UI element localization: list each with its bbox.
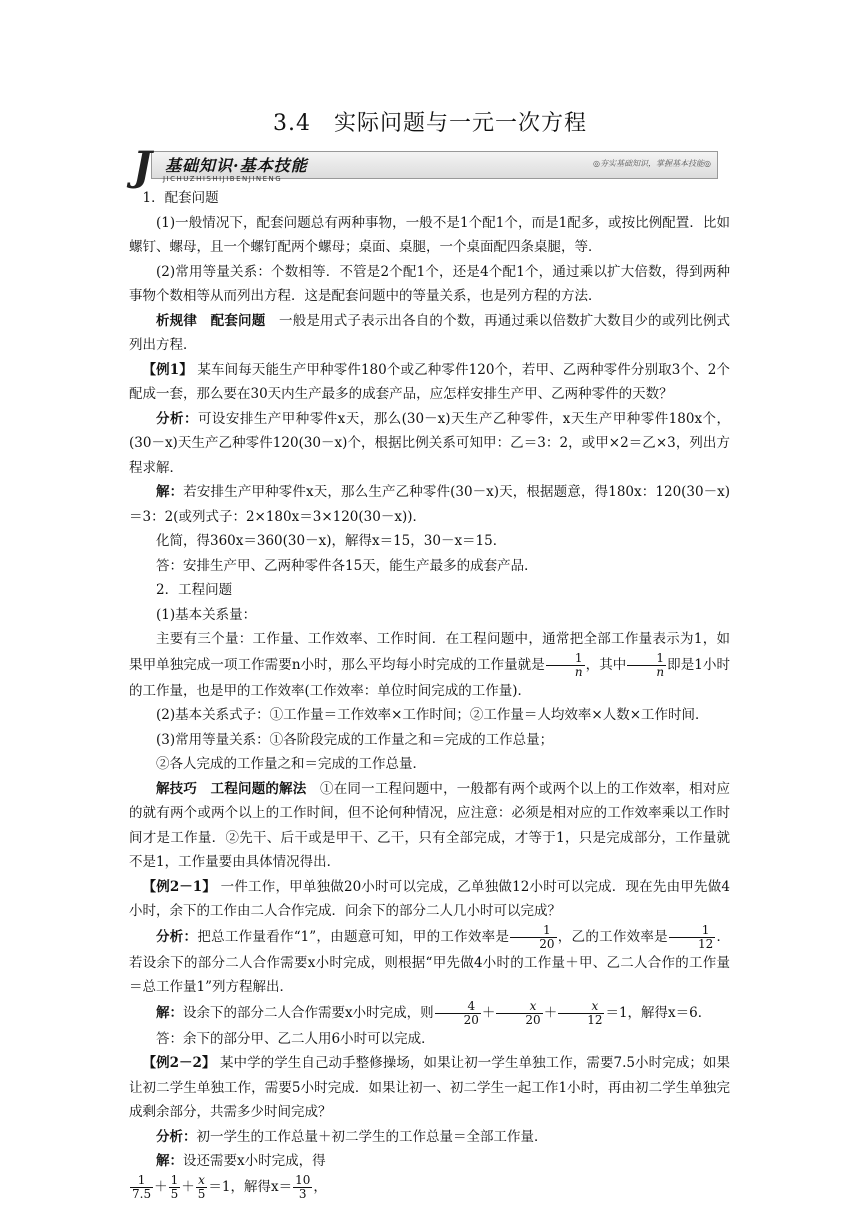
tip-label: 解技巧 工程问题的解法 [156, 780, 307, 797]
document-body [129, 186, 730, 1201]
text-run: ，其中 [585, 656, 627, 673]
text-run: 即是1小时的工作量，也是甲的工作效率(工作效率：单位时间完成的工作量)． [129, 656, 731, 699]
section-banner [133, 143, 721, 190]
banner-j-logo-icon: J [133, 143, 152, 190]
fraction-denominator: 20 [463, 1012, 479, 1027]
fraction-numerator: 1 [510, 924, 556, 938]
example-label: 【例2－2】 [142, 1055, 216, 1071]
paragraph: (1)基本关系量： [156, 606, 257, 623]
fraction-denominator: 20 [539, 936, 555, 951]
fraction-1-over-12 [669, 924, 715, 951]
example-text: 一件工作，甲单独做20小时可以完成，乙单独做12小时可以完成．现在先由甲先做4小时，余下的工作由二人合作完成．问余下的部分二人几小时可以完成？ [129, 878, 730, 919]
paragraph: (3)常用等量关系：①各阶段完成的工作量之和＝完成的工作总量； [156, 731, 554, 748]
banner-subtitle: JICHUZHISHIJIBENJINENG [163, 175, 283, 183]
tip-text: ①在同一工程问题中，一般都有两个或两个以上的工作效率，相对应的就有两个或两个以上的工作时间，但不论何种情况，应注意：必须是相对应的工作效率乘以工作时间才是工作量．②先干、后干或是甲干、乙干，只有全部完成，才等于1，只是完成部分，工作量就不是1，工作量要由具体情况得出． [129, 780, 731, 870]
text-run: ．若设余下的部分二人合作需要x小时完成，则根据“甲先做4小时的工作量＋甲、乙二人合作的工作量＝总工作量1”列方程解出． [129, 928, 731, 995]
fraction-denominator: 12 [697, 936, 714, 951]
paragraph: (1)一般情况下，配套问题总有两种事物，一般不是1个配1个，而是1配多，或按比例配置．比如螺钉、螺母，且一个螺钉配两个螺母；桌面、桌腿，一个桌面配四条桌腿，等． [129, 214, 730, 255]
solution-label: 解： [156, 484, 184, 500]
tip-text: 一般是用式子表示出各自的个数，再通过乘以倍数扩大数目少的或列比例式列出方程． [129, 312, 731, 353]
text-run: 初一学生的工作总量＋初二学生的工作总量＝全部工作量． [196, 1128, 548, 1145]
text-run: ＝1，解得x＝6． [605, 1004, 712, 1021]
equation-fraction [169, 1174, 181, 1201]
text-run: ， [313, 1178, 327, 1195]
analysis-2-1 [129, 924, 730, 1000]
analysis-label: 分析： [156, 928, 198, 945]
paragraph-with-fraction [129, 627, 730, 703]
equation-fraction [130, 1174, 153, 1201]
fraction-denominator: n [656, 664, 665, 679]
fraction-denominator: 5 [197, 1186, 206, 1201]
fraction-numerator: 1 [130, 1174, 153, 1188]
example-1 [129, 358, 730, 407]
fraction-numerator: x [558, 1000, 604, 1014]
text-run: ，乙的工作效率是 [557, 928, 668, 945]
fraction-denominator: 5 [170, 1186, 179, 1201]
paragraph: (2)常用等量关系：个数相等．不管是2个配1个，还是4个配1个，通过乘以扩大倍数，得到两种事物个数相等从而列出方程．这是配套问题中的等量关系，也是列方程的方法． [129, 263, 730, 304]
answer-1: 答：安排生产甲、乙两种零件各15天，能生产最多的成套产品． [156, 557, 538, 574]
fraction-1-over-n [546, 652, 585, 679]
tip-paragraph [129, 309, 730, 358]
analysis-text: 可设安排生产甲种零件x天，那么(30－x)天生产乙种零件，x天生产甲种零件180x个，(30－x)天生产乙种零件120(30－x)个，根据比例关系可知甲：乙＝3：2，或甲×2＝乙×3，列出方程求解． [129, 410, 731, 476]
paragraph: ②各人完成的工作量之和＝完成的工作总量． [156, 756, 426, 772]
analysis-2-2 [129, 1125, 730, 1150]
text-run: 设还需要x小时完成，得 [183, 1153, 326, 1169]
fraction-numerator: x [496, 1000, 542, 1014]
equation-fraction [558, 1000, 604, 1027]
result-fraction [293, 1174, 312, 1201]
analysis-1 [129, 407, 730, 481]
section-heading-2: 2．工程问题 [156, 582, 233, 598]
analysis-label: 分析： [156, 1128, 197, 1145]
example-label: 【例2－1】 [142, 878, 217, 895]
fraction-denominator: 12 [587, 1012, 603, 1027]
tip-paragraph [129, 777, 730, 875]
page-title: 3.4 实际问题与一元一次方程 [273, 111, 587, 136]
fraction-numerator: 1 [627, 652, 666, 666]
solution-2-1: 解：设余下的部分二人合作需要x小时完成，则 $\frac{4}{20}$ ＋ $\frac{x}{20}$ ＋ $\frac{x}{12}$ ＝1，解得x＝6． [156, 998, 712, 1027]
solution-line: 化简，得360x＝360(30－x)，解得x＝15，30－x＝15． [156, 533, 507, 549]
analysis-label: 分析： [156, 410, 198, 427]
fraction-numerator: 1 [546, 652, 585, 666]
tip-label: 析规律 配套问题 [156, 312, 266, 329]
example-text: 某中学的学生自己动手整修操场，如果让初一学生单独工作，需要7.5小时完成；如果让初二学生单独工作，需要5小时完成．如果让初一、初二学生一起工作1小时，再由初二学生单独完成剩余部分，共需多少时间完成？ [129, 1055, 730, 1120]
example-2-2 [129, 1051, 730, 1125]
fraction-denominator: 20 [525, 1012, 541, 1027]
text-run: 把总工作量看作“1”，由题意可知，甲的工作效率是 [197, 928, 510, 945]
solution-text: 若安排生产甲种零件x天，那么生产乙种零件(30－x)天，根据题意，得180x：120(30－x)＝3：2(或列式子：2×180x＝3×120(30－x))． [129, 484, 730, 525]
solution-1 [129, 480, 730, 529]
fraction-1-over-20 [510, 924, 556, 951]
answer-2-1: 答：余下的部分甲、乙二人用6小时可以完成． [156, 1030, 435, 1047]
solution-2-2 [129, 1149, 730, 1174]
fraction-numerator: 10 [295, 1172, 311, 1187]
example-label: 【例1】 [142, 361, 193, 378]
fraction-numerator: 1 [669, 924, 715, 938]
equation-fraction [435, 1000, 481, 1027]
example-2-1 [129, 875, 730, 924]
equation-fraction [496, 1000, 542, 1027]
text-run: ＝1，解得x＝ [208, 1178, 293, 1195]
fraction-1-over-n [627, 652, 666, 679]
equation-fraction [196, 1174, 208, 1201]
example-text: 某车间每天能生产甲种零件180个或乙种零件120个，若甲、乙两种零件分别取3个、2个配成一套，那么要在30天内生产最多的成套产品，应怎样安排生产甲、乙两种零件的天数？ [129, 361, 730, 402]
fraction-denominator: 7.5 [132, 1186, 152, 1201]
paragraph: (2)基本关系式子：①工作量＝工作效率×工作时间；②工作量＝人均效率×人数×工作时间． [156, 707, 709, 723]
solution-label: 解： [156, 1153, 183, 1169]
banner-title: 基础知识·基本技能 [165, 156, 308, 175]
text-run: 设余下的部分二人合作需要x小时完成，则 [183, 1004, 434, 1021]
banner-slogan: ◎夯实基础知识，掌握基本技能◎ [593, 159, 711, 168]
fraction-numerator: 1 [170, 1172, 179, 1187]
equation-line: $\frac{1}{7.5}$ ＋ $\frac{1}{5}$ ＋ $\frac{x}{5}$ ＝1，解得x＝ $\frac{10}{3}$ ， [132, 1172, 327, 1201]
solution-label: 解： [156, 1004, 183, 1021]
section-heading-1: 1．配套问题 [142, 190, 219, 206]
fraction-denominator: 3 [298, 1186, 307, 1201]
fraction-numerator: 4 [435, 1000, 481, 1014]
fraction-denominator: n [574, 664, 583, 679]
fraction-numerator: x [196, 1174, 208, 1188]
text-run: 主要有三个量：工作量、工作效率、工作时间．在工程问题中，通常把全部工作量表示为1，如果甲单独完成一项工作需要n小时，那么平均每小时完成的工作量就是 [129, 631, 730, 673]
